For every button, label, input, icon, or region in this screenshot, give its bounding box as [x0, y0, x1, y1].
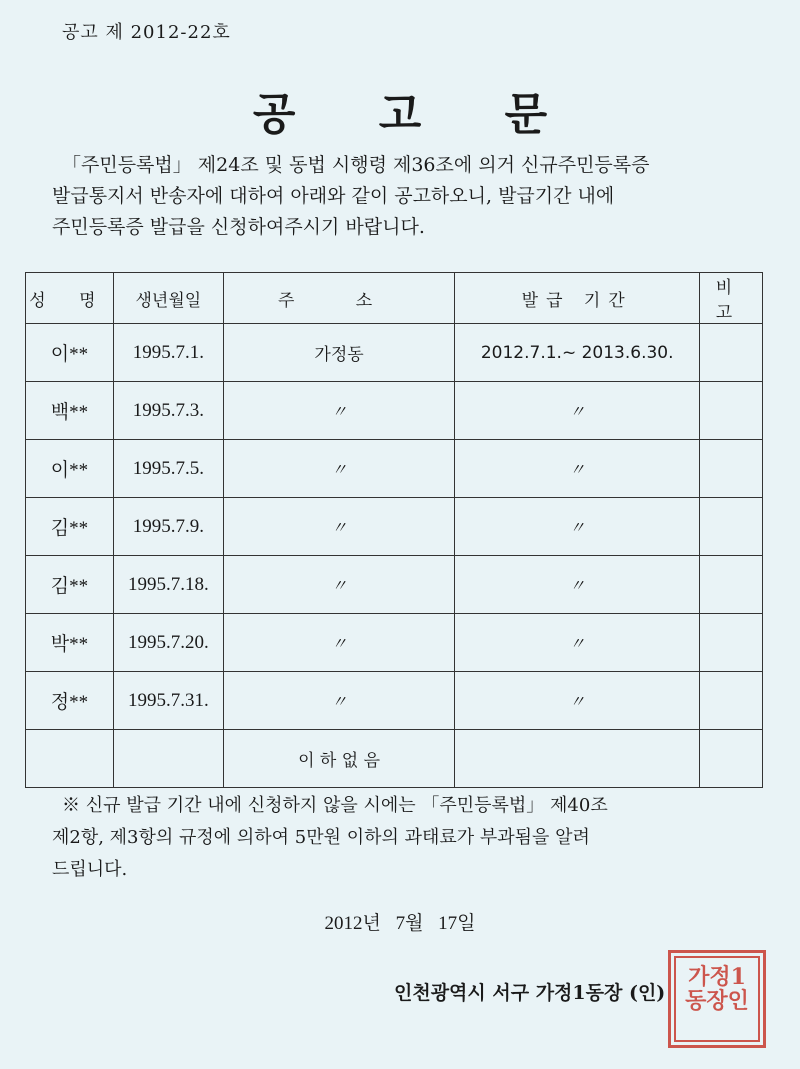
cell-period: 〃	[455, 498, 700, 556]
table-row	[26, 614, 763, 672]
cell-address: 〃	[223, 498, 455, 556]
official-seal-stamp	[668, 950, 766, 1048]
cell-period: 〃	[455, 440, 700, 498]
penalty-footnote	[52, 790, 752, 886]
cell-remarks	[700, 324, 763, 382]
table-header-row	[26, 273, 763, 324]
cell-address: 〃	[223, 382, 455, 440]
table-row	[26, 556, 763, 614]
end-of-list-note: 이 하 없 음	[223, 730, 455, 788]
cell-remarks	[700, 614, 763, 672]
cell-empty	[700, 730, 763, 788]
cell-name: 김**	[26, 498, 114, 556]
cell-name: 이**	[26, 324, 114, 382]
seal-text: 가정1동장인	[685, 964, 749, 1014]
cell-birth: 1995.7.3.	[113, 382, 223, 440]
cell-birth: 1995.7.5.	[113, 440, 223, 498]
cell-name: 박**	[26, 614, 114, 672]
cell-name: 백**	[26, 382, 114, 440]
cell-remarks	[700, 382, 763, 440]
footnote-line: 드립니다.	[52, 859, 128, 880]
cell-address: 〃	[223, 440, 455, 498]
intro-paragraph	[52, 150, 752, 243]
intro-line: 주민등록증 발급을 신청하여주시기 바랍니다.	[52, 216, 425, 238]
cell-birth: 1995.7.9.	[113, 498, 223, 556]
cell-name: 이**	[26, 440, 114, 498]
header-name: 성 명	[26, 273, 114, 324]
returned-notice-table	[25, 272, 763, 788]
cell-birth: 1995.7.31.	[113, 672, 223, 730]
cell-period: 〃	[455, 614, 700, 672]
header-period: 발급 기간	[455, 273, 700, 324]
cell-address: 가정동	[223, 324, 455, 382]
table-row	[26, 382, 763, 440]
cell-empty	[455, 730, 700, 788]
intro-line: 발급통지서 반송자에 대하여 아래와 같이 공고하오니, 발급기간 내에	[52, 185, 615, 207]
table-row	[26, 498, 763, 556]
cell-empty	[26, 730, 114, 788]
header-remarks: 비 고	[700, 273, 763, 324]
footnote-line: ※ 신규 발급 기간 내에 신청하지 않을 시에는 「주민등록법」 제40조	[62, 795, 608, 816]
notice-number: 공고 제 2012-22호	[62, 22, 231, 43]
cell-period: 2012.7.1.~ 2013.6.30.	[455, 324, 700, 382]
notice-date: 2012년 7월 17일	[324, 913, 476, 934]
cell-period: 〃	[455, 556, 700, 614]
cell-name: 정**	[26, 672, 114, 730]
table-end-row	[26, 730, 763, 788]
cell-birth: 1995.7.18.	[113, 556, 223, 614]
footnote-line: 제2항, 제3항의 규정에 의하여 5만원 이하의 과태료가 부과됨을 알려	[52, 827, 590, 848]
issuer-signature: 인천광역시 서구 가정1동장 (인)	[394, 982, 666, 1004]
cell-birth: 1995.7.20.	[113, 614, 223, 672]
table-row	[26, 440, 763, 498]
cell-address: 〃	[223, 672, 455, 730]
table-row	[26, 324, 763, 382]
cell-remarks	[700, 440, 763, 498]
header-birth: 생년월일	[113, 273, 223, 324]
page-title: 공 고 문	[252, 89, 582, 140]
cell-address: 〃	[223, 556, 455, 614]
cell-remarks	[700, 672, 763, 730]
table-row	[26, 672, 763, 730]
cell-period: 〃	[455, 382, 700, 440]
cell-empty	[113, 730, 223, 788]
cell-birth: 1995.7.1.	[113, 324, 223, 382]
intro-line: 「주민등록법」 제24조 및 동법 시행령 제36조에 의거 신규주민등록증	[62, 154, 650, 176]
cell-remarks	[700, 556, 763, 614]
cell-name: 김**	[26, 556, 114, 614]
cell-period: 〃	[455, 672, 700, 730]
header-address: 주 소	[223, 273, 455, 324]
cell-address: 〃	[223, 614, 455, 672]
cell-remarks	[700, 498, 763, 556]
